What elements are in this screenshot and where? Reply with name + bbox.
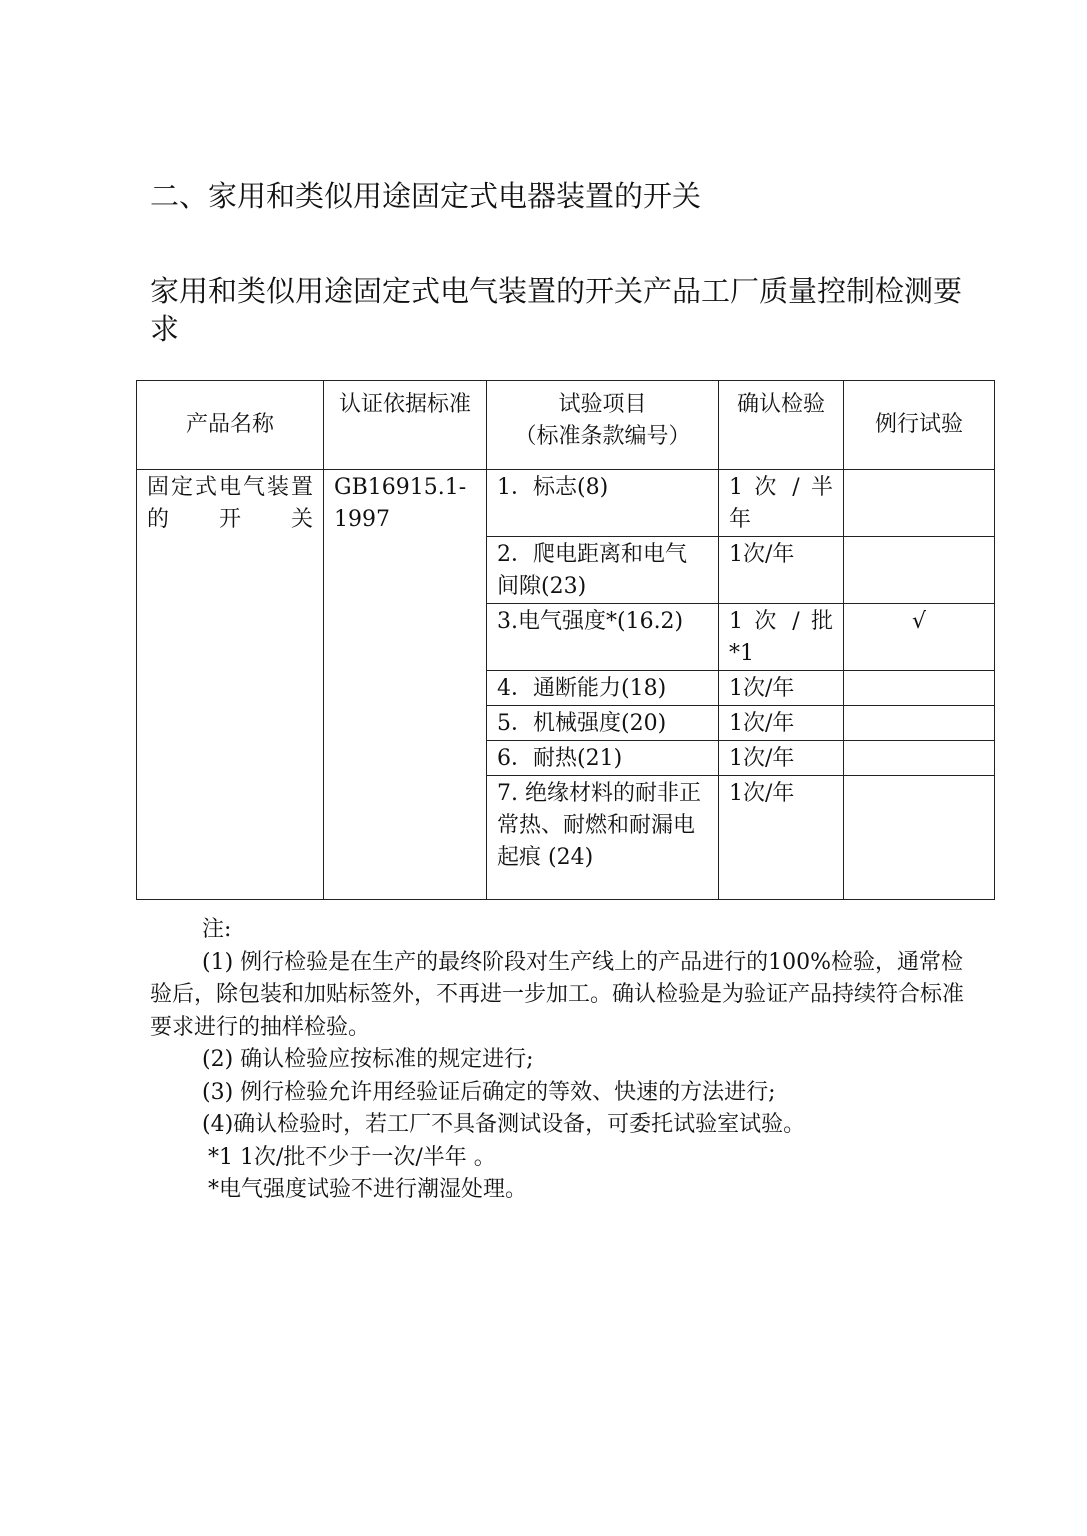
notes-label: 注: [202, 917, 232, 942]
confirm-test-cell: 1次/年 [719, 741, 844, 776]
test-item-cell: 7. 绝缘材料的耐非正常热、耐燃和耐漏电起痕 (24) [487, 776, 719, 900]
document-heading: 家用和类似用途固定式电气装置的开关产品工厂质量控制检测要求 [150, 274, 963, 346]
confirm-test-cell: 1次/年 [719, 776, 844, 900]
routine-test-cell [844, 706, 995, 741]
table-header-row [137, 381, 995, 470]
confirm-test-cell: 1次/年 [719, 537, 844, 604]
test-item-cell: 6．耐热(21) [487, 741, 719, 776]
note-item: (4)确认检验时，若工厂不具备测试设备，可委托试验室试验。 [202, 1112, 806, 1137]
routine-test-cell [844, 776, 995, 900]
routine-test-cell [844, 470, 995, 537]
header-confirm-test: 确认检验 [719, 381, 844, 470]
header-test-item [487, 381, 719, 470]
table-row [137, 470, 995, 537]
header-test-item-label: 试验项目 [558, 392, 647, 417]
test-item-cell: 4．通断能力(18) [487, 671, 719, 706]
test-item-cell: 5．机械强度(20) [487, 706, 719, 741]
header-test-item-sub: （标准条款编号） [514, 424, 691, 449]
confirm-test-cell: 1次/年 [719, 706, 844, 741]
header-product-name: 产品名称 [137, 381, 324, 470]
note-item: (2) 确认检验应按标准的规定进行; [202, 1047, 534, 1072]
note-item: (1) 例行检验是在生产的最终阶段对生产线上的产品进行的100%检验，通常检验后，除包装和加贴标签外，不再进一步加工。确认检验是为验证产品持续符合标准要求进行的抽样检验。 [150, 949, 965, 1040]
standard-cell: GB16915.1-1997 [324, 470, 487, 900]
footnote: *电气强度试验不进行潮湿处理。 [208, 1177, 528, 1202]
header-standard: 认证依据标准 [324, 381, 487, 470]
routine-test-cell [844, 671, 995, 706]
confirm-test-cell: 1 次 / 半年 [719, 470, 844, 537]
footnote: *1 1次/批不少于一次/半年 。 [208, 1144, 496, 1170]
routine-test-cell: √ [844, 604, 995, 671]
test-item-cell: 1．标志(8) [487, 470, 719, 537]
header-routine-test: 例行试验 [844, 381, 995, 470]
confirm-test-cell: 1次/年 [719, 671, 844, 706]
inspection-requirements-table [136, 380, 995, 900]
notes-section [150, 914, 980, 1207]
product-name-cell: 固定式电气装置的开关 [137, 470, 324, 900]
note-item: (3) 例行检验允许用经验证后确定的等效、快速的方法进行; [202, 1079, 776, 1105]
section-title: 二、家用和类似用途固定式电器装置的开关 [150, 179, 702, 213]
routine-test-cell [844, 537, 995, 604]
routine-test-cell [844, 741, 995, 776]
test-item-cell: 3.电气强度*(16.2) [487, 604, 719, 671]
test-item-cell: 2．爬电距离和电气间隙(23) [487, 537, 719, 604]
confirm-test-cell: 1 次 / 批 *1 [719, 604, 844, 671]
